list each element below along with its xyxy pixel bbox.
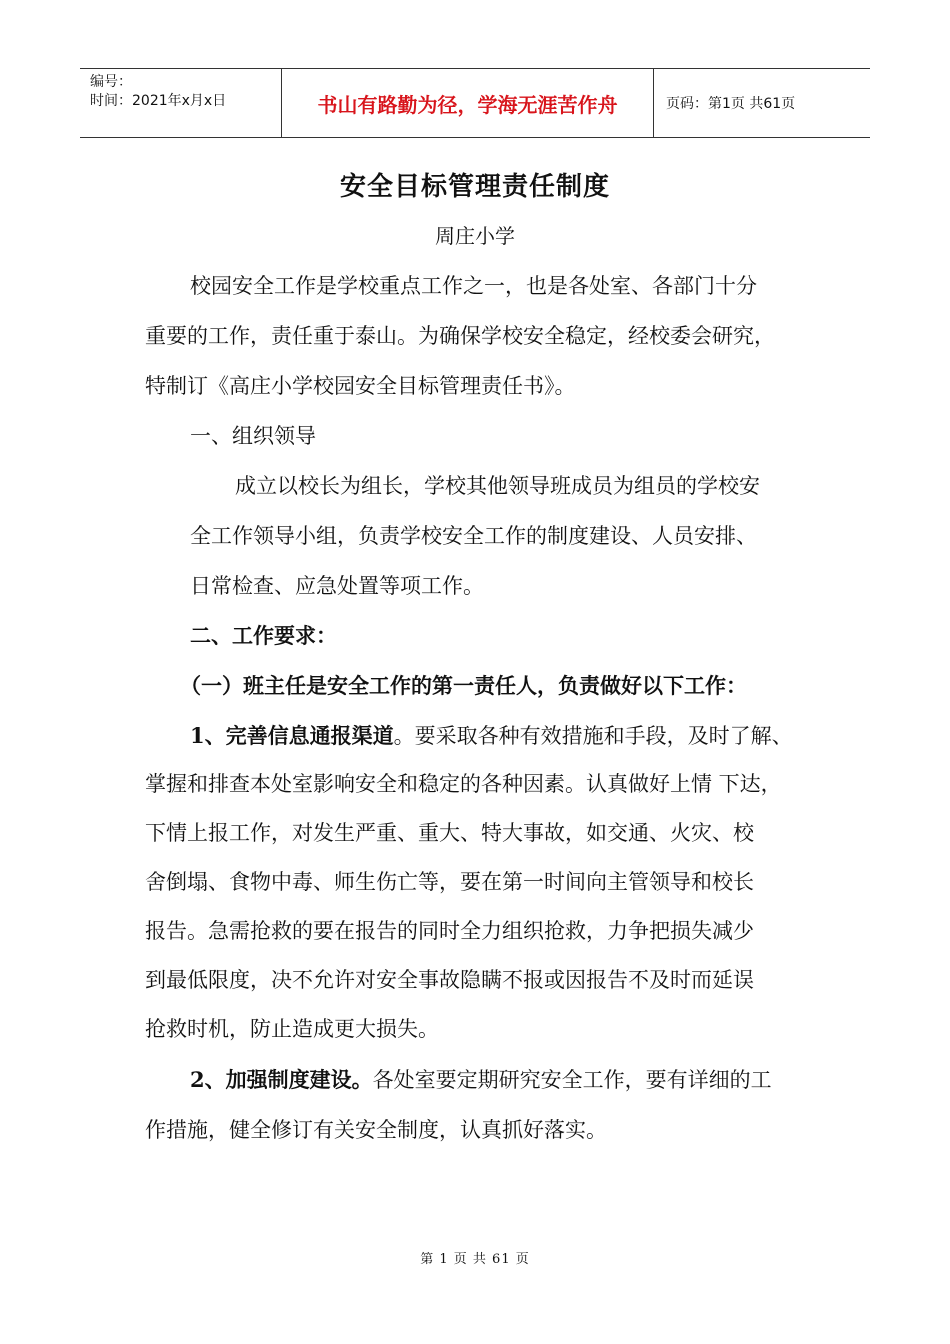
paragraph-line: 抢救时机，防止造成更大损失。: [145, 1017, 439, 1041]
header-page-info: 页码：第1页 共61页: [666, 96, 796, 112]
paragraph-line: 全工作领导小组，负责学校安全工作的制度建设、人员安排、: [190, 524, 757, 548]
section-heading: 一、组织领导: [190, 424, 316, 448]
header-meta: [80, 69, 282, 137]
header-motto: 书山有路勤为径，学海无涯苦作舟: [282, 69, 654, 137]
item-1-rest: 。要采取各种有效措施和手段，及时了解、: [393, 724, 793, 748]
paragraph-line: 校园安全工作是学校重点工作之一，也是各处室、各部门十分: [190, 274, 757, 298]
document-title: 安全目标管理责任制度: [339, 172, 610, 202]
paragraph-line: 下情上报工作，对发生严重、重大、特大事故，如交通、火灾、校: [145, 821, 754, 845]
number-label: 编号：: [90, 74, 132, 90]
document-author: 周庄小学: [435, 224, 515, 248]
item-2-bold: 2、加强制度建设。: [190, 1067, 373, 1092]
item-2-rest: 各处室要定期研究安全工作，要有详细的工: [372, 1068, 772, 1092]
paragraph-line: 掌握和排查本处室影响安全和稳定的各种因素。认真做好上情 下达，: [145, 772, 782, 796]
item-1-line: [190, 720, 793, 750]
paragraph-line: 舍倒塌、食物中毒、师生伤亡等，要在第一时间向主管领导和校长: [145, 870, 754, 894]
item-1-bold: 1、完善信息通报渠道: [190, 723, 394, 748]
paragraph-line: 作措施，健全修订有关安全制度，认真抓好落实。: [145, 1118, 607, 1142]
paragraph-line: 特制订《高庄小学校园安全目标管理责任书》。: [145, 374, 576, 398]
page-footer: 第 1 页 共 61 页: [420, 1252, 530, 1267]
section-heading: 二、工作要求：: [190, 623, 337, 648]
paragraph-line: 重要的工作，责任重于泰山。为确保学校安全稳定，经校委会研究，: [145, 324, 775, 348]
paragraph-line: 成立以校长为组长，学校其他领导班成员为组员的学校安: [235, 474, 760, 498]
paragraph-line: 报告。急需抢救的要在报告的同时全力组织抢救，力争把损失减少: [145, 919, 754, 943]
item-2-line: [190, 1064, 772, 1094]
subsection-heading: （一）班主任是安全工作的第一责任人，负责做好以下工作：: [180, 673, 747, 698]
paragraph-line: 到最低限度，决不允许对安全事故隐瞒不报或因报告不及时而延误: [145, 968, 754, 992]
document-header: [80, 68, 870, 138]
paragraph-line: 日常检查、应急处置等项工作。: [190, 574, 484, 598]
time-label: 时间：2021年x月x日: [90, 93, 227, 109]
